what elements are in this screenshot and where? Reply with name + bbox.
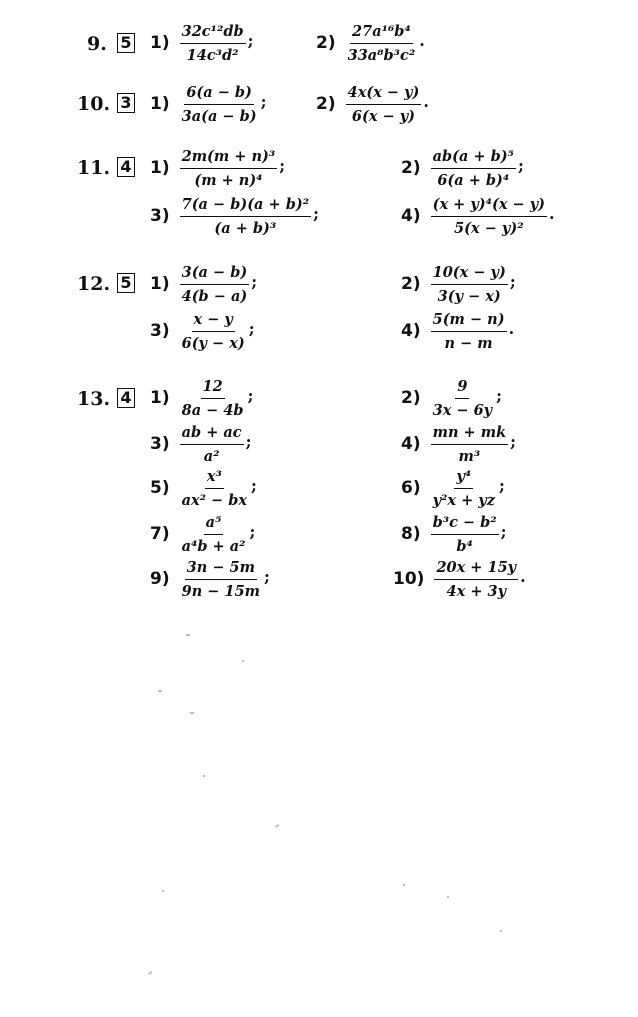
scan-speck (242, 660, 244, 662)
fraction (346, 22, 418, 65)
fraction (180, 263, 250, 306)
fraction (346, 83, 422, 126)
item-label: 4) (401, 434, 421, 454)
problem-number: 10. (77, 93, 111, 115)
item-label: 3) (150, 206, 170, 226)
item-label: 4) (401, 206, 421, 226)
punctuation: ; (498, 475, 505, 495)
fraction (180, 513, 248, 556)
scan-speck (158, 690, 162, 692)
numerator: ab + ac (180, 423, 244, 445)
fraction (431, 195, 547, 238)
problem-number: 12. (77, 273, 111, 295)
punctuation: ; (509, 271, 516, 291)
denominator: 3(y − x) (437, 287, 501, 305)
punctuation: ; (248, 318, 255, 338)
denominator: 9n − 15m (181, 582, 261, 600)
numerator: 6(a − b) (184, 83, 254, 105)
exercise-item (401, 258, 516, 310)
punctuation: ; (500, 521, 507, 541)
item-label: 3) (150, 434, 170, 454)
exercise-item (150, 372, 253, 424)
punctuation: ; (510, 431, 517, 451)
punctuation: . (419, 30, 425, 50)
item-label: 2) (316, 33, 336, 53)
numerator: 20x + 15y (434, 558, 518, 580)
answer-box: 4 (117, 157, 135, 177)
denominator: a² (203, 447, 220, 465)
exercise-item (316, 78, 429, 130)
item-label: 9) (150, 569, 170, 589)
numerator: 27a¹⁶b⁴ (350, 22, 413, 44)
punctuation: ; (251, 475, 257, 495)
fraction (180, 558, 262, 601)
punctuation: ; (247, 30, 254, 50)
punctuation: ; (251, 271, 258, 291)
scan-speck (190, 712, 194, 714)
exercise-item (150, 258, 257, 310)
denominator: 5(x − y)² (454, 219, 524, 237)
fraction (431, 467, 497, 510)
answer-box: 5 (117, 273, 135, 293)
punctuation: ; (249, 521, 256, 541)
punctuation: . (520, 566, 526, 586)
punctuation: . (423, 91, 429, 111)
fraction (431, 423, 509, 466)
numerator: x³ (205, 467, 224, 489)
exercise-item (150, 78, 267, 130)
punctuation: ; (313, 203, 319, 223)
denominator: ax² − bx (181, 491, 248, 509)
denominator: 3a(a − b) (181, 107, 257, 125)
item-label: 6) (401, 478, 421, 498)
fraction (431, 377, 495, 420)
numerator: x − y (192, 310, 235, 332)
exercise-item (401, 462, 505, 514)
fraction (180, 195, 311, 238)
item-label: 1) (150, 94, 170, 114)
problem-number: 13. (77, 388, 111, 410)
fraction (434, 558, 518, 601)
scan-speck (148, 971, 152, 974)
denominator: 6(x − y) (351, 107, 416, 125)
numerator: (x + y)⁴(x − y) (431, 195, 547, 217)
punctuation: ; (279, 155, 286, 175)
item-label: 4) (401, 321, 421, 341)
denominator: m³ (458, 447, 481, 465)
numerator: ab(a + b)⁵ (431, 147, 516, 169)
fraction (180, 423, 244, 466)
fraction (431, 310, 507, 353)
fraction (180, 310, 247, 353)
item-label: 1) (150, 158, 170, 178)
punctuation: . (508, 318, 515, 338)
exercise-item (401, 305, 514, 357)
exercise-item (150, 190, 319, 242)
denominator: 33a⁸b³c² (347, 46, 416, 64)
punctuation: ; (518, 155, 524, 175)
item-label: 8) (401, 524, 421, 544)
item-label: 1) (150, 388, 170, 408)
denominator: b⁴ (456, 537, 473, 555)
numerator: mn + mk (431, 423, 509, 445)
fraction (180, 22, 246, 65)
denominator: (a + b)³ (214, 219, 277, 237)
numerator: 32c¹²db (180, 22, 246, 44)
punctuation: . (549, 203, 555, 223)
denominator: a⁴b + a² (181, 537, 246, 555)
exercise-item (150, 17, 254, 69)
punctuation: ; (247, 385, 254, 405)
denominator: 6(a + b)⁴ (437, 171, 510, 189)
answer-box: 5 (117, 33, 135, 53)
answer-box: 3 (117, 93, 135, 113)
denominator: n − m (444, 334, 493, 352)
exercise-item (150, 462, 257, 514)
scan-speck (162, 890, 164, 892)
item-label: 2) (401, 274, 421, 294)
denominator: y²x + yz (432, 491, 495, 509)
exercise-item (401, 372, 502, 424)
exercise-item (150, 553, 270, 605)
fraction (431, 263, 508, 306)
numerator: 3(a − b) (180, 263, 250, 285)
answer-box: 4 (117, 388, 135, 408)
denominator: (m + n)⁴ (194, 171, 263, 189)
fraction (431, 513, 499, 556)
punctuation: ; (496, 385, 503, 405)
punctuation: ; (264, 566, 270, 586)
punctuation: ; (260, 91, 267, 111)
denominator: 8a − 4b (181, 401, 244, 419)
numerator: 12 (201, 377, 225, 399)
numerator: 3n − 5m (185, 558, 257, 580)
denominator: 4x + 3y (446, 582, 507, 600)
denominator: 14c³d² (186, 46, 239, 64)
numerator: 2m(m + n)³ (180, 147, 278, 169)
item-label: 2) (401, 158, 421, 178)
numerator: 7(a − b)(a + b)² (180, 195, 311, 217)
exercise-item (316, 17, 425, 69)
scan-speck (275, 824, 279, 828)
denominator: 3x − 6y (432, 401, 493, 419)
scan-speck (203, 775, 205, 777)
problem-number: 11. (77, 157, 111, 179)
scan-speck (403, 884, 405, 886)
numerator: 10(x − y) (431, 263, 508, 285)
item-label: 10) (393, 569, 425, 589)
exercise-item (401, 142, 524, 194)
item-label: 2) (316, 94, 336, 114)
item-label: 3) (150, 321, 170, 341)
fraction (180, 83, 259, 126)
numerator: 5(m − n) (431, 310, 507, 332)
denominator: 6(y − x) (181, 334, 245, 352)
exercise-item (150, 305, 255, 357)
exercise-item (150, 142, 285, 194)
numerator: b³c − b² (431, 513, 499, 535)
numerator: y⁴ (454, 467, 473, 489)
numerator: 4x(x − y) (346, 83, 422, 105)
numerator: 9 (455, 377, 469, 399)
scan-speck (186, 634, 190, 636)
problem-number: 9. (87, 33, 107, 55)
fraction (180, 147, 278, 190)
fraction (180, 467, 249, 510)
fraction (431, 147, 516, 190)
punctuation: ; (245, 431, 252, 451)
item-label: 5) (150, 478, 170, 498)
scan-speck (447, 896, 449, 898)
denominator: 4(b − a) (181, 287, 248, 305)
item-label: 1) (150, 274, 170, 294)
exercise-item (393, 553, 526, 605)
item-label: 2) (401, 388, 421, 408)
exercise-item (401, 190, 555, 242)
item-label: 1) (150, 33, 170, 53)
fraction (180, 377, 246, 420)
item-label: 7) (150, 524, 170, 544)
numerator: a⁵ (204, 513, 224, 535)
scan-speck (500, 930, 502, 932)
